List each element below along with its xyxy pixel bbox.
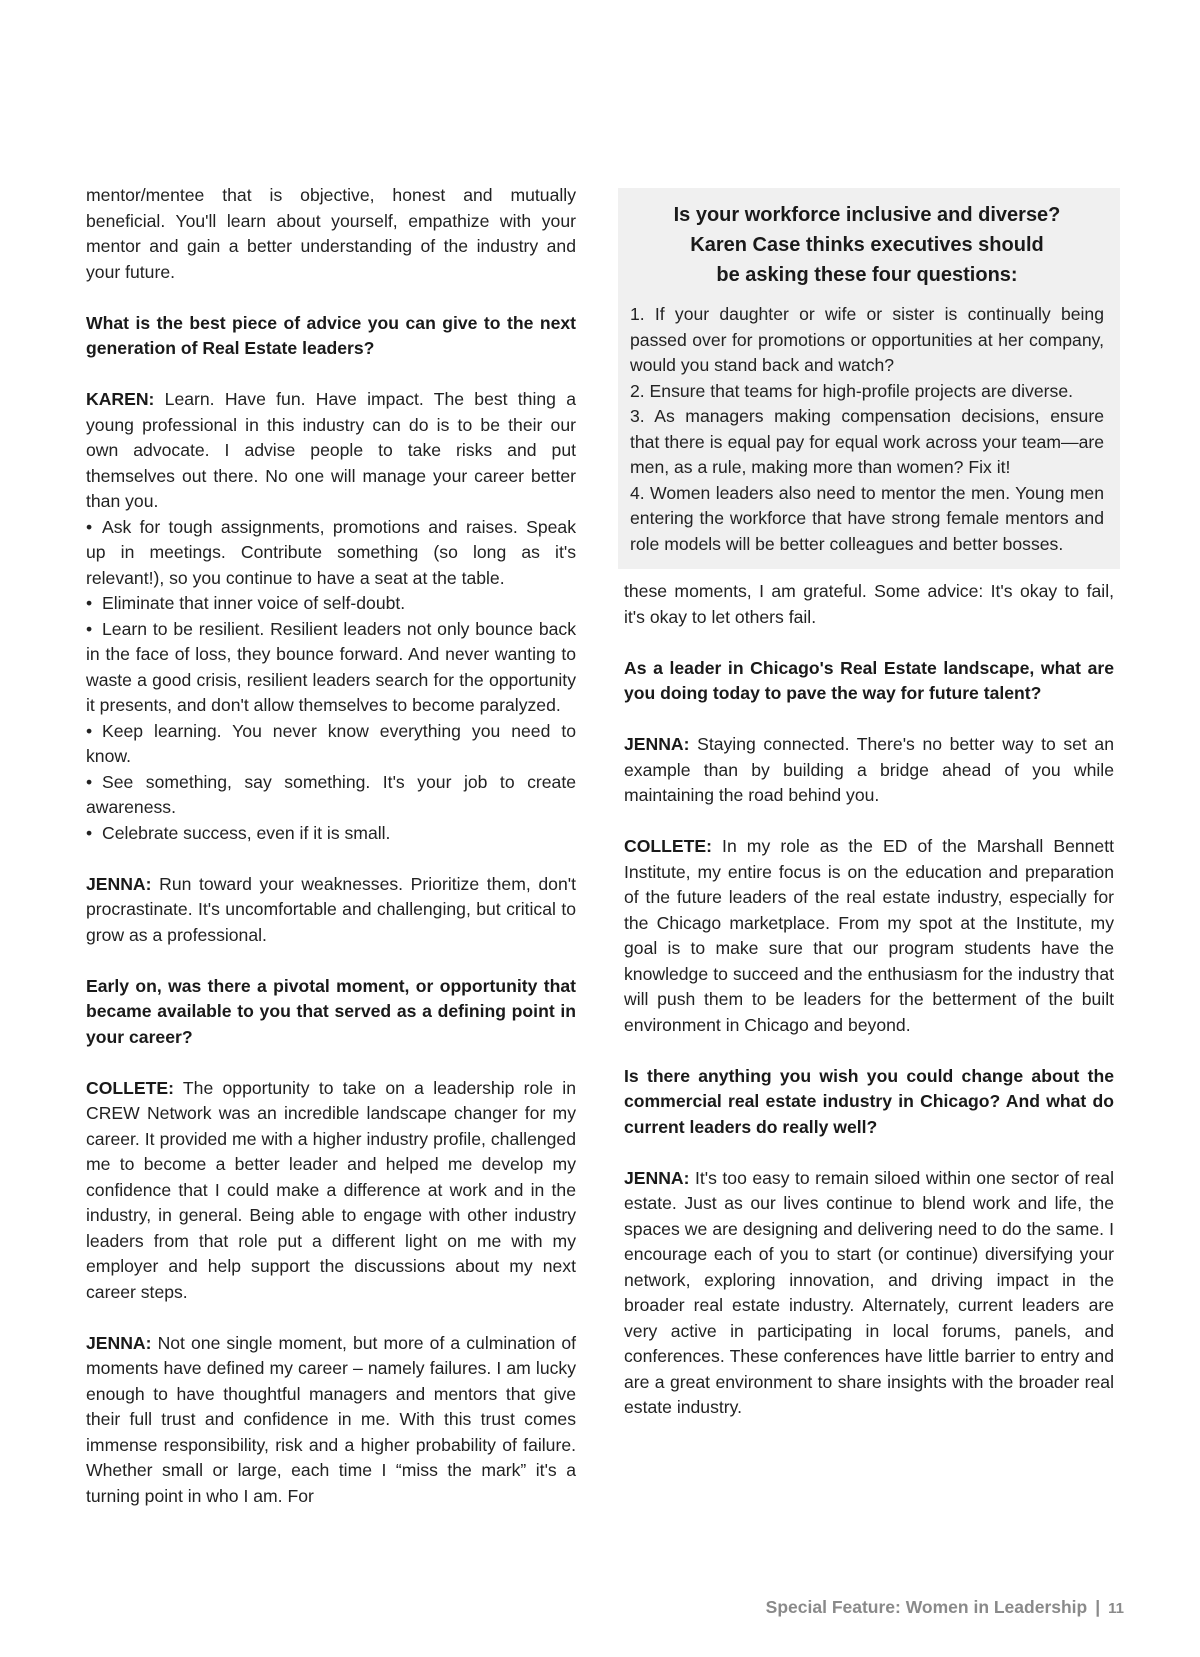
speaker-label: JENNA: bbox=[624, 734, 690, 754]
left-column bbox=[86, 183, 576, 1509]
answer-text: Run toward your weaknesses. Prioritize them, don't procrastinate. It's uncomfortable and challenging, but critical to grow as a professional. bbox=[86, 873, 576, 945]
jenna-answer bbox=[86, 1331, 576, 1510]
sidebar-box bbox=[618, 188, 1120, 569]
answer-text: In my role as the ED of the Marshall Bennett Institute, my entire focus is on the education and preparation of the future leaders of the real estate industry, especially for the Chicago marketplace. From my spot at the Institute, my goal is to make sure that our program students have the knowledge to succeed and the enthusiasm for the industry that will push them to be leaders for the betterment of the built environment in Chicago and beyond. bbox=[624, 836, 1114, 1035]
page-number: 11 bbox=[1108, 1600, 1124, 1617]
question-best-advice: What is the best piece of advice you can give to the next generation of Real Estate leaders? bbox=[86, 312, 576, 358]
jenna-answer bbox=[624, 732, 1114, 809]
bullet-icon: • bbox=[86, 618, 93, 639]
speaker-label: KAREN: bbox=[86, 389, 155, 409]
list-item: • See something, say something. It's your job to create awareness. bbox=[86, 771, 576, 817]
list-item: • Ask for tough assignments, promotions and raises. Speak up in meetings. Contribute something (so long as it's relevant!), so you continue to have a seat at the table. bbox=[86, 516, 576, 588]
list-item: 1. If your daughter or wife or sister is continually being passed over for promotions or opportunities at her company, would you stand back and watch? bbox=[630, 304, 1104, 375]
speaker-label: COLLETE: bbox=[86, 1077, 174, 1098]
karen-answer bbox=[86, 387, 576, 515]
bullet-icon: • bbox=[86, 822, 93, 843]
answer-text: Staying connected. There's no better way to set an example than by building a bridge ahead of you while maintaining the road behind you. bbox=[624, 734, 1114, 805]
question-pivotal-moment: Early on, was there a pivotal moment, or opportunity that became available to you that served as a defining point in your career? bbox=[86, 975, 576, 1047]
speaker-label: COLLETE: bbox=[624, 836, 712, 856]
section-title: Special Feature: Women in Leadership bbox=[765, 1597, 1088, 1617]
answer-text: Learn. Have fun. Have impact. The best thing a young professional in this industry can do is to be their our own advocate. I advise people to take risks and put themselves out there. No one will manage your career better than you. bbox=[86, 389, 576, 511]
speaker-label: JENNA: bbox=[86, 873, 152, 894]
list-item: • Celebrate success, even if it is small. bbox=[86, 821, 576, 847]
collete-answer bbox=[624, 834, 1114, 1038]
speaker-label: JENNA: bbox=[86, 1332, 152, 1353]
list-item: • Eliminate that inner voice of self-doubt. bbox=[86, 591, 576, 617]
right-column bbox=[624, 188, 1114, 1421]
speaker-label: JENNA: bbox=[624, 1167, 690, 1188]
sidebar-heading: Is your workforce inclusive and diverse? Karen Case thinks executives should be asking these four questions: bbox=[673, 204, 1061, 286]
list-item: 3. As managers making compensation decisions, ensure that there is equal pay for equal work across your team—are men, as a rule, making more than women? Fix it! bbox=[630, 406, 1104, 477]
collete-answer bbox=[86, 1076, 576, 1306]
jenna-answer bbox=[86, 872, 576, 949]
continued-paragraph: these moments, I am grateful. Some advice: It's okay to fail, it's okay to let others fail. bbox=[624, 581, 1114, 627]
list-item: 4. Women leaders also need to mentor the men. Young men entering the workforce that have strong female mentors and role models will be better colleagues and better bosses. bbox=[630, 482, 1104, 554]
jenna-answer bbox=[624, 1166, 1114, 1421]
answer-text: It's too easy to remain siloed within one sector of real estate. Just as our lives continue to blend work and life, the spaces we are designing and delivering need to do the same. I encourage each of you to start (or continue) diversifying your network, exploring innovation, and driving impact in the broader real estate industry. Alternately, current leaders are very active in participating in local forums, panels, and conferences. These conferences have little barrier to entry and are a great environment to share insights with the broader real estate industry. bbox=[624, 1167, 1114, 1417]
list-item: 2. Ensure that teams for high-profile projects are diverse. bbox=[630, 380, 1073, 401]
bullet-icon: • bbox=[86, 516, 93, 537]
list-item: • Keep learning. You never know everything you need to know. bbox=[86, 720, 576, 766]
bullet-icon: • bbox=[86, 720, 93, 741]
question-future-talent: As a leader in Chicago's Real Estate landscape, what are you doing today to pave the way for future talent? bbox=[624, 657, 1114, 703]
list-item: • Learn to be resilient. Resilient leaders not only bounce back in the face of loss, they bounce forward. And never wanting to waste a good crisis, resilient leaders search for the opportunity it presents, and don't allow themselves to become paralyzed. bbox=[86, 618, 576, 715]
page-footer bbox=[766, 1597, 1124, 1618]
bullet-icon: • bbox=[86, 593, 93, 613]
bullet-icon: • bbox=[86, 771, 93, 792]
answer-text: Not one single moment, but more of a culmination of moments have defined my career – namely failures. I am lucky enough to have thoughtful managers and mentors that give their full trust and confidence in me. With this trust comes immense responsibility, risk and a higher probability of failure. Whether small or large, each time I “miss the mark” it's a turning point in who I am. For bbox=[86, 1332, 576, 1506]
question-industry-change: Is there anything you wish you could change about the commercial real estate industry in Chicago? And what do current leaders do really well? bbox=[624, 1065, 1114, 1137]
answer-text: The opportunity to take on a leadership role in CREW Network was an incredible landscape changer for my career. It provided me with a higher industry profile, challenged me to become a better leader and helped me develop my confidence that I could make a difference at work and in the industry, in general. Being able to engage with other industry leaders from that role put a different light on me with my employer and help support the discussions about my next career steps. bbox=[86, 1077, 576, 1302]
footer-separator: | bbox=[1095, 1597, 1101, 1617]
intro-paragraph: mentor/mentee that is objective, honest and mutually beneficial. You'll learn about yourself, empathize with your mentor and gain a better understanding of the industry and your future. bbox=[86, 185, 576, 282]
